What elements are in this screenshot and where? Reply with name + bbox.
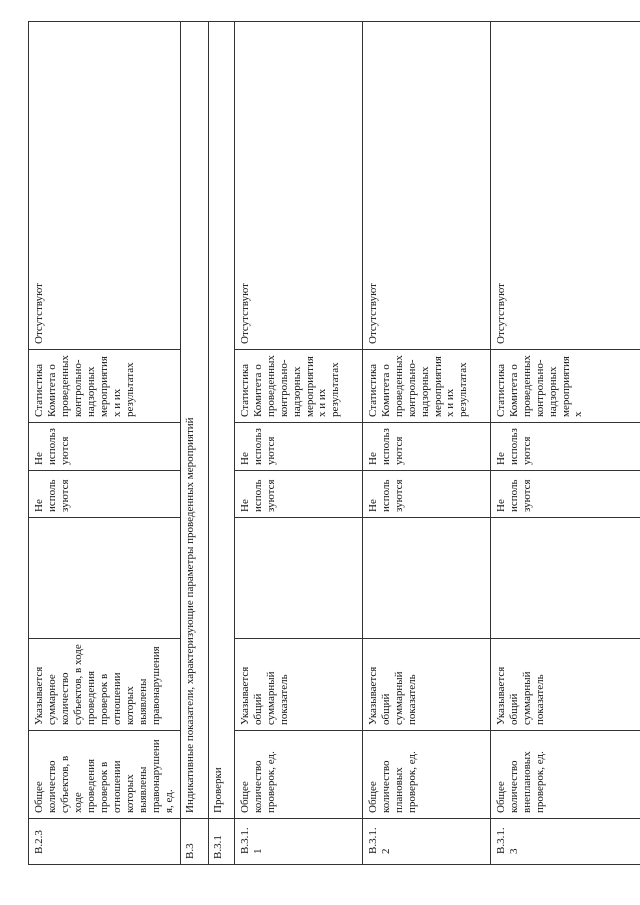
indicator-formula: Указывается общий суммарный показатель: [362, 639, 490, 731]
indicator-col4: [490, 518, 640, 639]
indicator-formula: Указывается общий суммарный показатель: [234, 639, 362, 731]
section-title: Индикативные показатели, характеризующие параметры проведенных мероприятий: [180, 22, 208, 819]
indicator-name: Общее количество субъектов, в ходе проведения проверок в отношении которых выявлены правонарушения, ед.: [29, 731, 181, 819]
indicator-name: Общее количество проверок, ед.: [234, 731, 362, 819]
indicator-formula: Указывается общий суммарный показатель: [490, 639, 640, 731]
indicator-col6: Не используются: [362, 423, 490, 471]
indicator-source: Статистика Комитета о проведенных контрольно-надзорных мероприятиях и их результатах: [234, 350, 362, 423]
indicator-name: Общее количество внеплановых проверок, ед.: [490, 731, 640, 819]
indicator-col5: Не используются: [490, 471, 640, 518]
table-row: [362, 22, 490, 865]
section-code: В.3: [180, 819, 208, 865]
subsection-code: В.3.1: [208, 819, 234, 865]
subsection-title: Проверки: [208, 22, 234, 819]
row-code: В.3.1.1: [234, 819, 362, 865]
indicator-col6: Не используются: [234, 423, 362, 471]
indicator-col6: Не используются: [490, 423, 640, 471]
indicators-table: [28, 21, 640, 865]
indicator-note: Отсутствуют: [490, 22, 640, 350]
indicator-col4: [29, 518, 181, 639]
indicator-col5: Не используются: [362, 471, 490, 518]
indicator-col4: [362, 518, 490, 639]
table-row: [29, 22, 181, 865]
indicator-source: Статистика Комитета о проведенных контрольно-надзорных мероприятиях и их результатах: [362, 350, 490, 423]
table-row: [490, 22, 640, 865]
indicator-col4: [234, 518, 362, 639]
indicator-col5: Не используются: [29, 471, 181, 518]
indicator-formula: Указывается суммарное количество субъектов, в ходе проведения проверок в отношении которых выявлены правонарушения: [29, 639, 181, 731]
indicator-col5: Не используются: [234, 471, 362, 518]
indicator-source: Статистика Комитета о проведенных контрольно-надзорных мероприятиях: [490, 350, 640, 423]
row-code: В.2.3: [29, 819, 181, 865]
indicator-source: Статистика Комитета о проведенных контрольно-надзорных мероприятиях и их результатах: [29, 350, 181, 423]
subsection-row: [208, 22, 234, 865]
indicator-name: Общее количество плановых проверок, ед.: [362, 731, 490, 819]
indicator-note: Отсутствуют: [362, 22, 490, 350]
section-row: [180, 22, 208, 865]
row-code: В.3.1.2: [362, 819, 490, 865]
indicator-col6: Не используются: [29, 423, 181, 471]
indicator-note: Отсутствуют: [29, 22, 181, 350]
indicator-note: Отсутствуют: [234, 22, 362, 350]
row-code: В.3.1.3: [490, 819, 640, 865]
table-row: [234, 22, 362, 865]
